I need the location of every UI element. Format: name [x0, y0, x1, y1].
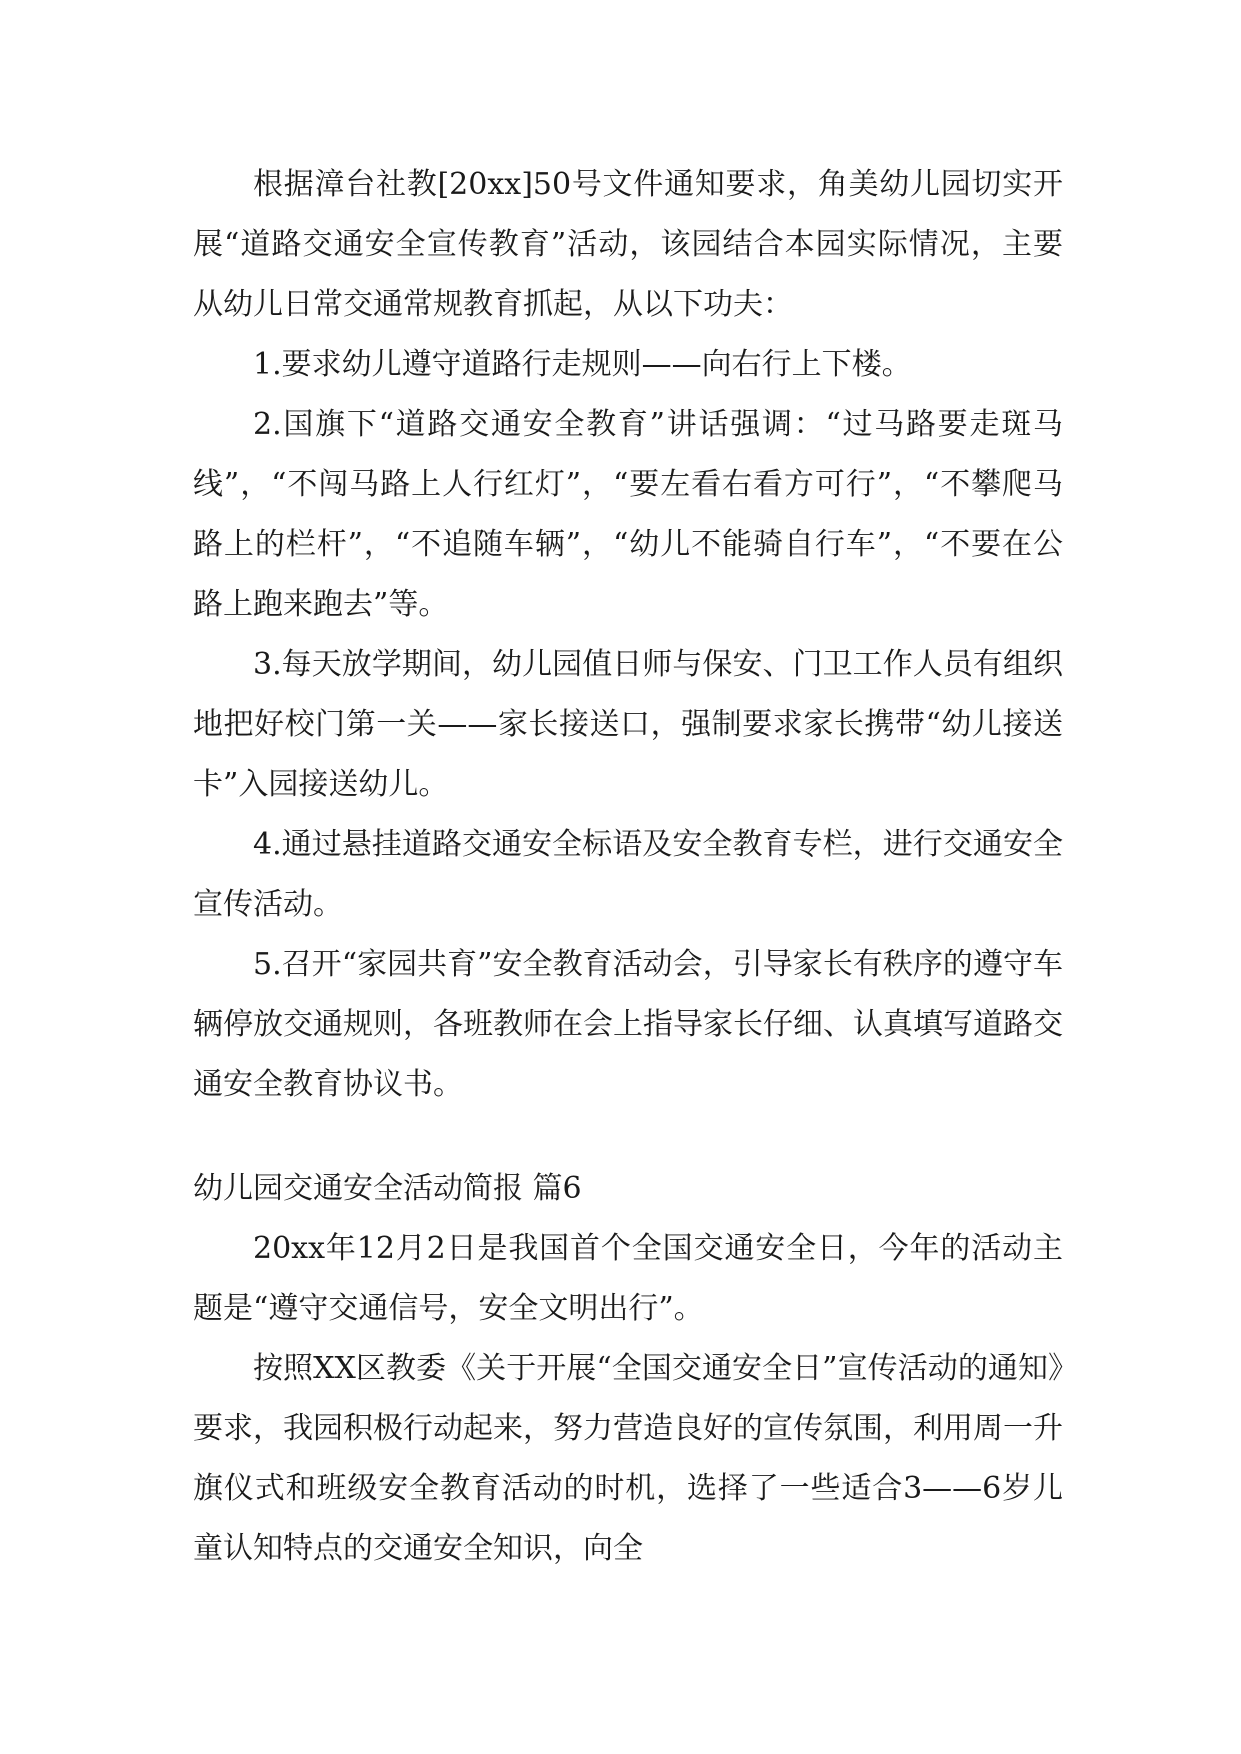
list-item-2: 2.国旗下“道路交通安全教育”讲话强调：“过马路要走斑马线”，“不闯马路上人行红灯”，“要左看右看方可行”，“不攀爬马路上的栏杆”，“不追随车辆”，“幼儿不能骑自行车”，“不要在公路上跑来跑去”等。	[193, 407, 1063, 622]
list-item-4: 4.通过悬挂道路交通安全标语及安全教育专栏，进行交通安全宣传活动。	[193, 827, 1063, 922]
paragraph-safety-day: 20xx年12月2日是我国首个全国交通安全日，今年的活动主题是“遵守交通信号，安全文明出行”。	[193, 1231, 1063, 1326]
paragraph-intro: 根据漳台社教[20xx]50号文件通知要求，角美幼儿园切实开展“道路交通安全宣传教育”活动，该园结合本园实际情况，主要从幼儿日常交通常规教育抓起，从以下功夫：	[193, 167, 1063, 322]
list-item-3: 3.每天放学期间，幼儿园值日师与保安、门卫工作人员有组织地把好校门第一关——家长接送口，强制要求家长携带“幼儿接送卡”入园接送幼儿。	[193, 647, 1063, 802]
paragraph-activities: 按照XX区教委《关于开展“全国交通安全日”宣传活动的通知》要求，我园积极行动起来，努力营造良好的宣传氛围，利用周一升旗仪式和班级安全教育活动的时机，选择了一些适合3——6岁儿童认知特点的交通安全知识，向全	[193, 1351, 1063, 1566]
document-body	[193, 155, 1063, 1579]
list-item-5: 5.召开“家园共育”安全教育活动会，引导家长有秩序的遵守车辆停放交通规则，各班教师在会上指导家长仔细、认真填写道路交通安全教育协议书。	[193, 947, 1063, 1102]
section-heading: 幼儿园交通安全活动简报 篇6	[193, 1171, 582, 1206]
list-item-1: 1.要求幼儿遵守道路行走规则——向右行上下楼。	[253, 347, 912, 382]
